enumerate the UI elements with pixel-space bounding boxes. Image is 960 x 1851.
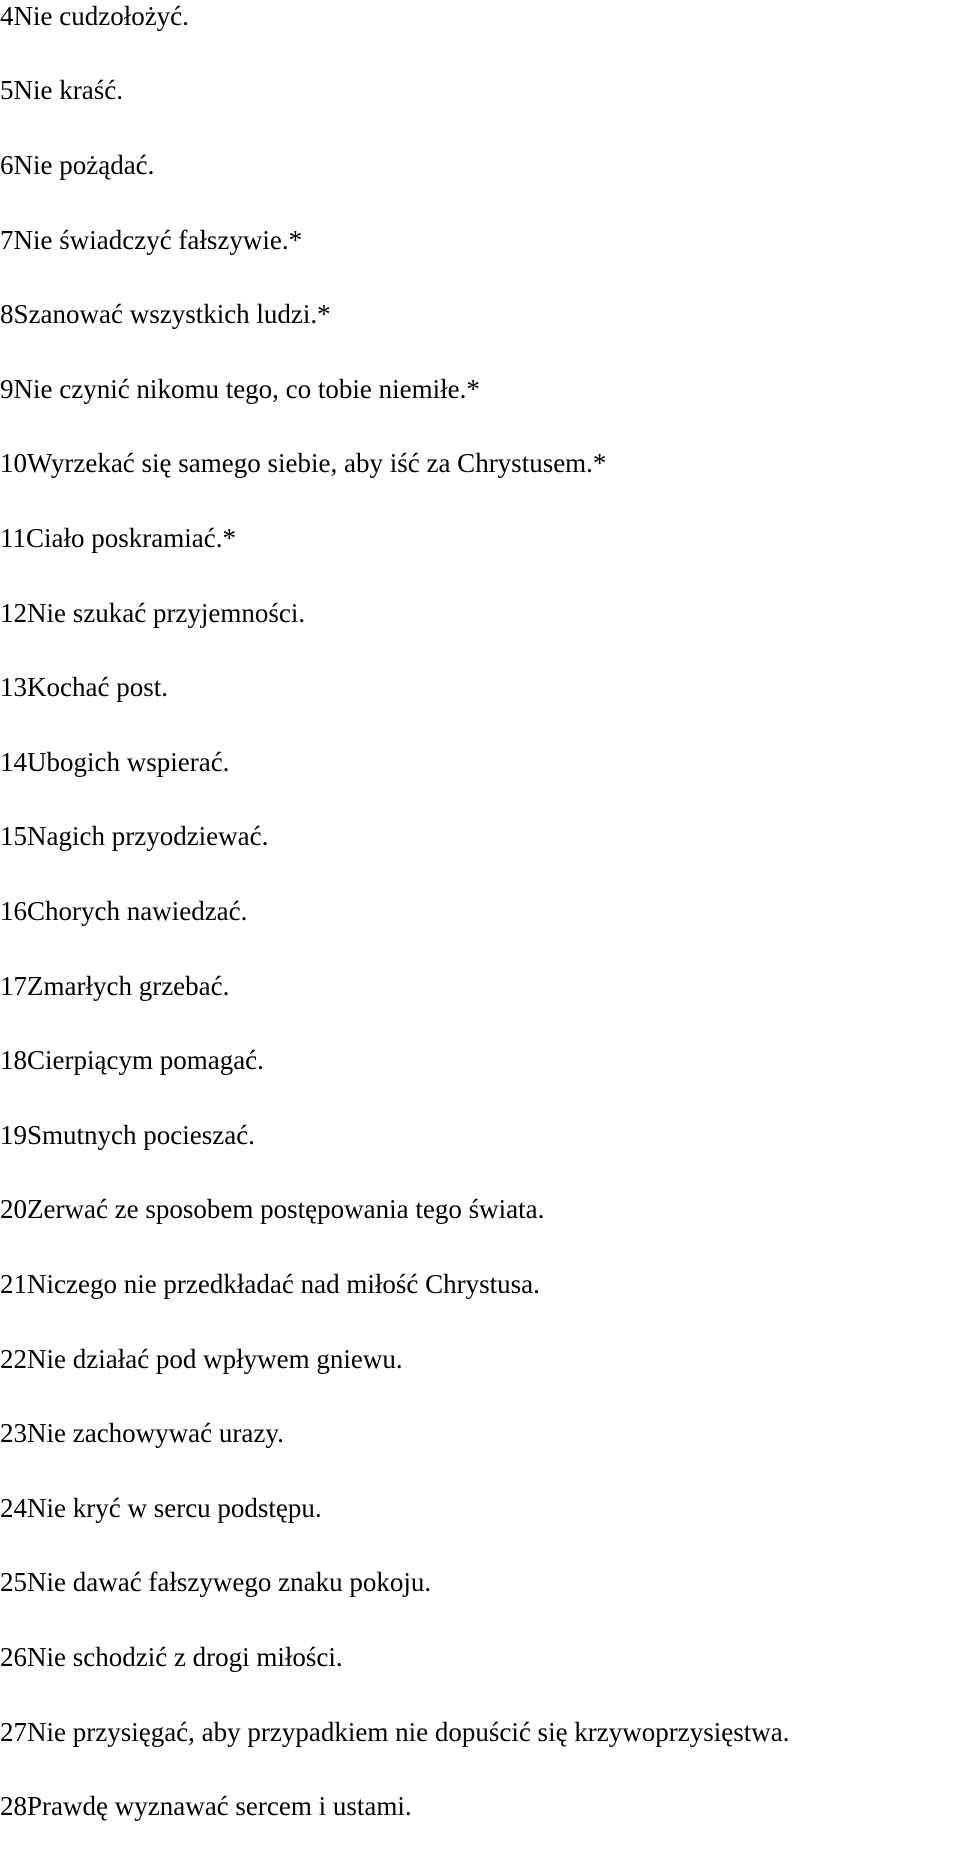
rule-line-7: 7Nie świadczyć fałszywie.* xyxy=(0,225,303,255)
rule-line-20: 20Zerwać ze sposobem postępowania tego świata. xyxy=(0,1194,545,1224)
rule-line-14: 14Ubogich wspierać. xyxy=(0,747,230,777)
rule-line-5: 5Nie kraść. xyxy=(0,75,123,105)
rule-line-26: 26Nie schodzić z drogi miłości. xyxy=(0,1642,343,1672)
rule-line-12: 12Nie szukać przyjemności. xyxy=(0,598,306,628)
rule-line-28: 28Prawdę wyznawać sercem i ustami. xyxy=(0,1791,412,1821)
rule-line-13: 13Kochać post. xyxy=(0,672,168,702)
rule-line-15: 15Nagich przyodziewać. xyxy=(0,821,269,851)
rule-line-17: 17Zmarłych grzebać. xyxy=(0,971,230,1001)
rule-line-24: 24Nie kryć w sercu podstępu. xyxy=(0,1493,322,1523)
rule-line-23: 23Nie zachowywać urazy. xyxy=(0,1418,284,1448)
rule-line-11: 11Ciało poskramiać.* xyxy=(0,523,236,553)
rule-line-10: 10Wyrzekać się samego siebie, aby iść za Chrystusem.* xyxy=(0,448,607,478)
rule-line-9: 9Nie czynić nikomu tego, co tobie niemiłe.* xyxy=(0,374,480,404)
rule-line-4: 4Nie cudzołożyć. xyxy=(0,1,189,31)
rule-line-18: 18Cierpiącym pomagać. xyxy=(0,1045,264,1075)
rule-line-25: 25Nie dawać fałszywego znaku pokoju. xyxy=(0,1567,432,1597)
rule-line-8: 8Szanować wszystkich ludzi.* xyxy=(0,299,331,329)
rule-line-21: 21Niczego nie przedkładać nad miłość Chrystusa. xyxy=(0,1269,540,1299)
rule-line-22: 22Nie działać pod wpływem gniewu. xyxy=(0,1344,403,1374)
rule-line-19: 19Smutnych pocieszać. xyxy=(0,1120,255,1150)
rule-line-6: 6Nie pożądać. xyxy=(0,150,155,180)
rule-line-16: 16Chorych nawiedzać. xyxy=(0,896,248,926)
rule-line-27: 27Nie przysięgać, aby przypadkiem nie dopuścić się krzywoprzysięstwa. xyxy=(0,1717,790,1747)
